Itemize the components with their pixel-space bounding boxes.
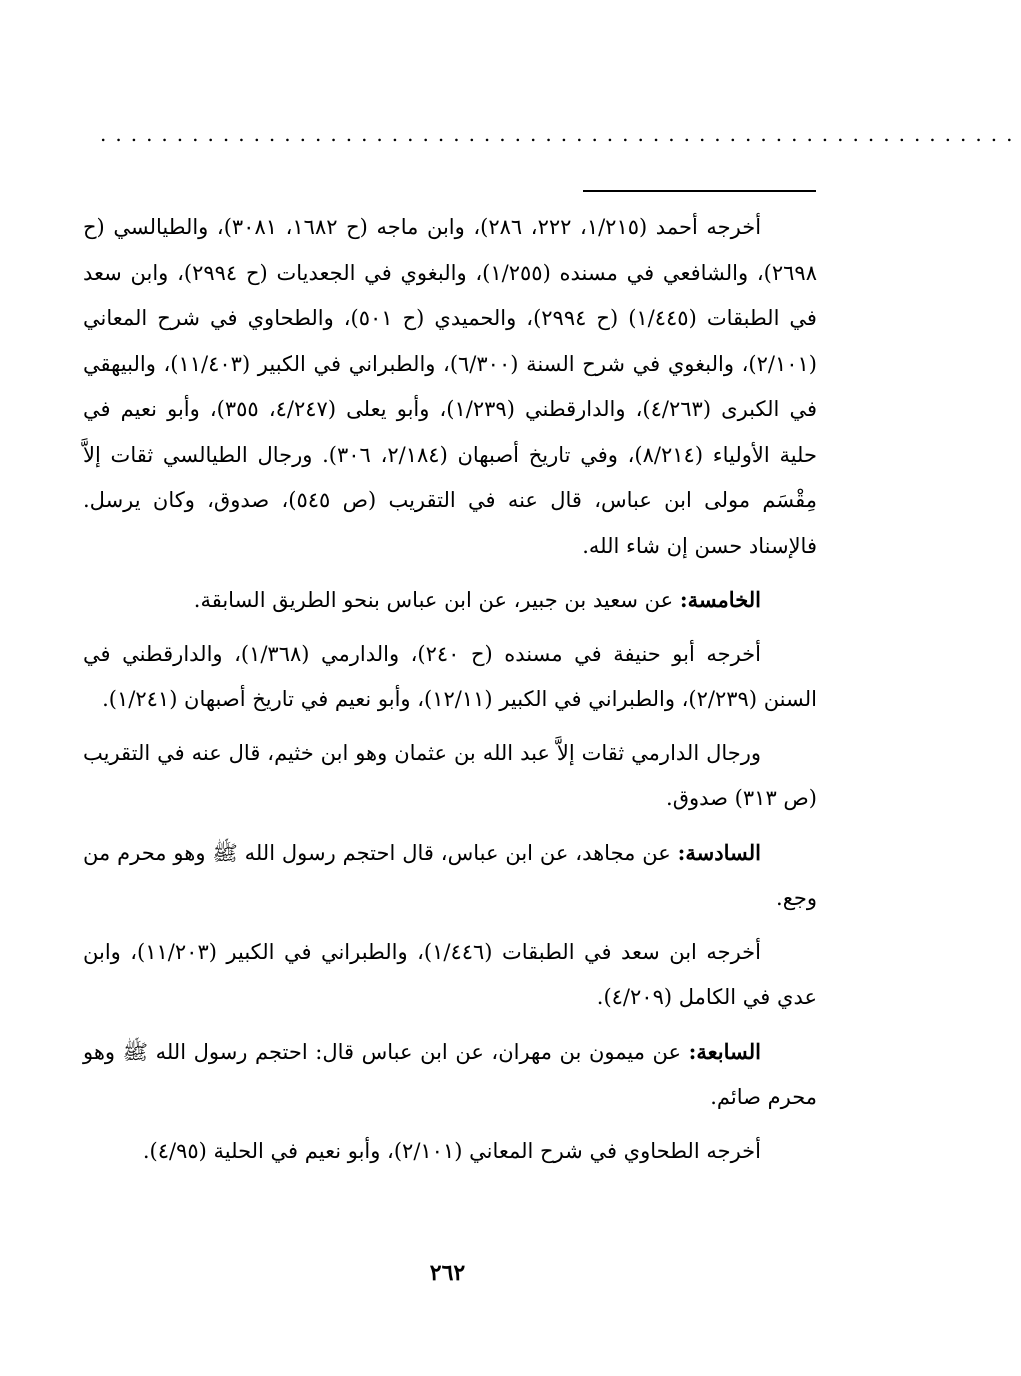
footnote-rule bbox=[583, 190, 816, 192]
paragraph-takhrij-2: أخرجه أبو حنيفة في مسنده (ح ٢٤٠)، والدارمي (١/٣٦٨)، والدارقطني في السنن (٢/٢٣٩)، والطبراني في الكبير (١٢/١١)، وأبو نعيم في تاريخ أصبهان (١/٢٤١). bbox=[83, 641, 817, 711]
paragraph-takhrij-4: أخرجه الطحاوي في شرح المعاني (٢/١٠١)، وأبو نعيم في الحلية (٤/٩٥). bbox=[142, 1138, 761, 1163]
paragraph-narrators-darimi: ورجال الدارمي ثقات إلاَّ عبد الله بن عثمان وهو ابن خثيم، قال عنه في التقريب (ص ٣١٣) صدوق. bbox=[83, 740, 817, 810]
paragraph-fifth-route bbox=[83, 577, 817, 624]
dotted-separator: ............................................................ bbox=[100, 122, 1021, 146]
paragraph-takhrij-1: أخرجه أحمد (١/٢١٥، ٢٢٢، ٢٨٦)، وابن ماجه (ح ١٦٨٢، ٣٠٨١)، والطيالسي (ح ٢٦٩٨)، والشافعي في مسنده (١/٢٥٥)، والبغوي في الجعديات (ح ٢٩٩٤)، وابن سعد في الطبقات (١/٤٤٥) (ح ٢٩٩٤)، والحميدي (ح ٥٠١)، والطحاوي في شرح المعاني (٢/١٠١)، والبغوي في شرح السنة (٦/٣٠٠)، والطبراني في الكبير (١١/٤٠٣)، والبيهقي في الكبرى (٤/٢٦٣)، والدارقطني (١/٢٣٩)، وأبو يعلى (٤/٢٤٧، ٣٥٥)، وأبو نعيم في حلية الأولياء (٨/٢١٤)، وفي تاريخ أصبهان (٢/١٨٤، ٣٠٦). ورجال الطيالسي ثقات إلاَّ مِقْسَم مولى ابن عباس، قال عنه في التقريب (ص ٥٤٥)، صدوق، وكان يرسل. فالإسناد حسن إن شاء الله. bbox=[83, 215, 818, 558]
page-body bbox=[83, 205, 817, 1174]
text-seventh: عن ميمون بن مهران، عن ابن عباس قال: احتجم رسول الله ﷺ وهو محرم صائم. bbox=[83, 1039, 817, 1109]
label-sixth: السادسة: bbox=[677, 839, 761, 865]
label-fifth: الخامسة: bbox=[679, 587, 761, 612]
paragraph-seventh-route bbox=[83, 1029, 817, 1121]
text-sixth: عن مجاهد، عن ابن عباس، قال احتجم رسول الله ﷺ وهو محرم من وجع. bbox=[83, 840, 817, 910]
text-fifth: عن سعيد بن جبير، عن ابن عباس بنحو الطريق السابقة. bbox=[193, 588, 680, 612]
paragraph-sixth-route bbox=[83, 830, 817, 922]
page-number: ٢٦٢ bbox=[429, 1260, 466, 1286]
label-seventh: السابعة: bbox=[688, 1038, 761, 1064]
paragraph-takhrij-3: أخرجه ابن سعد في الطبقات (١/٤٤٦)، والطبراني في الكبير (١١/٢٠٣)، وابن عدي في الكامل (٤/٢٠٩). bbox=[83, 939, 817, 1009]
